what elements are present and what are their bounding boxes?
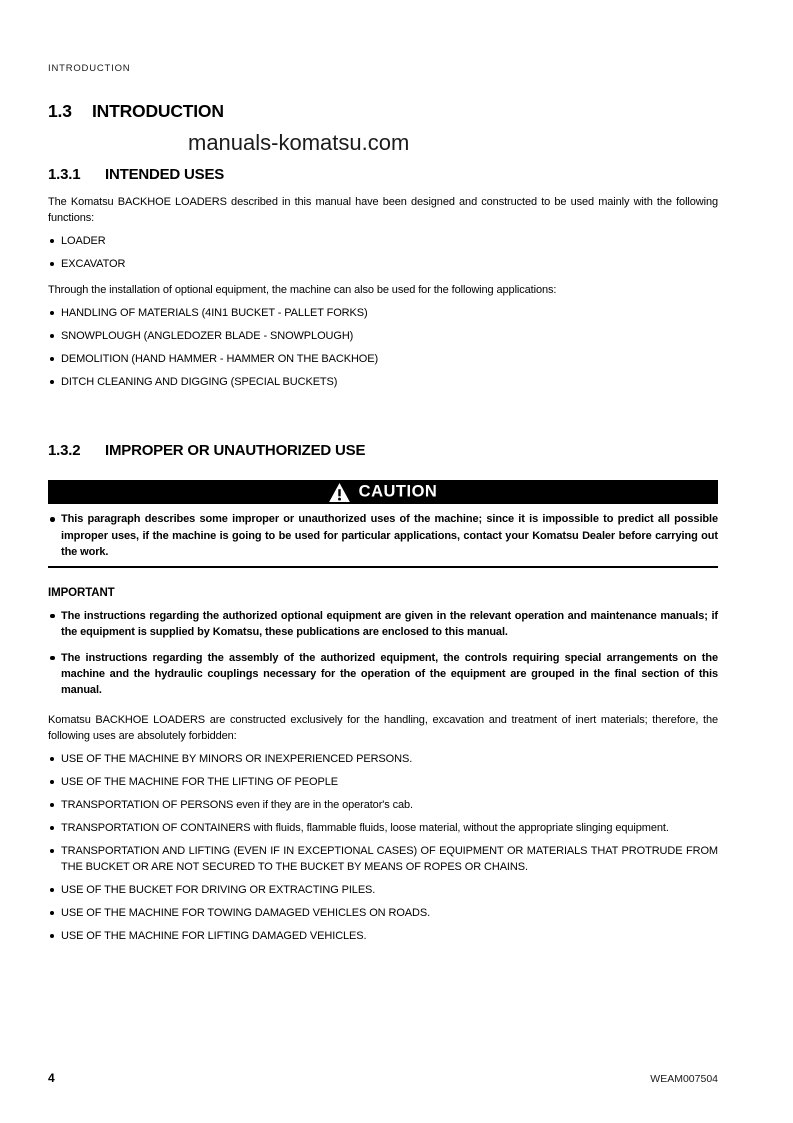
list-item bbox=[48, 305, 718, 321]
bullet-icon bbox=[50, 849, 54, 853]
bullet-icon bbox=[50, 826, 54, 830]
important-label: IMPORTANT bbox=[48, 586, 115, 599]
bullet-icon bbox=[50, 311, 54, 315]
bullet-icon bbox=[50, 780, 54, 784]
bullet-icon bbox=[50, 934, 54, 938]
list-item-text: HANDLING OF MATERIALS (4IN1 BUCKET - PALLET FORKS) bbox=[61, 307, 368, 319]
section-1-3-2-title: IMPROPER OR UNAUTHORIZED USE bbox=[105, 442, 366, 459]
caution-banner bbox=[48, 480, 718, 504]
section-1-3-1-number: 1.3.1 bbox=[48, 166, 81, 183]
list-item-text: USE OF THE MACHINE FOR TOWING DAMAGED VEHICLES ON ROADS. bbox=[61, 906, 431, 919]
section-1-3-number: 1.3 bbox=[48, 101, 72, 121]
bullet-icon bbox=[50, 656, 55, 661]
section-1-3-title: INTRODUCTION bbox=[92, 101, 224, 121]
list-item bbox=[48, 882, 718, 898]
functions-list bbox=[48, 233, 718, 272]
section-1-3-2-number: 1.3.2 bbox=[48, 442, 81, 459]
list-item bbox=[48, 328, 718, 344]
section-1-3-1-title: INTENDED USES bbox=[105, 166, 225, 183]
applications-list bbox=[48, 305, 718, 390]
list-item bbox=[48, 774, 718, 790]
bullet-icon bbox=[50, 334, 54, 338]
section-1-3-heading bbox=[48, 101, 718, 121]
list-item bbox=[48, 608, 718, 640]
list-item bbox=[48, 351, 718, 367]
optional-equipment-intro: Through the installation of optional equipment, the machine can also be used for the following applications: bbox=[48, 284, 557, 296]
list-item-text: USE OF THE MACHINE BY MINORS OR INEXPERIENCED PERSONS. bbox=[61, 752, 413, 765]
list-item-text: USE OF THE BUCKET FOR DRIVING OR EXTRACTING PILES. bbox=[61, 883, 376, 896]
list-item bbox=[48, 511, 718, 561]
bullet-icon bbox=[50, 517, 55, 522]
bullet-icon bbox=[50, 262, 54, 266]
list-item-text: The instructions regarding the authorized optional equipment are given in the relevant operation and maintenance manuals; if the equipment is supplied by Komatsu, these publications are enclosed to this manual. bbox=[61, 609, 718, 638]
list-item bbox=[48, 797, 718, 813]
important-list bbox=[48, 608, 718, 698]
bullet-icon bbox=[50, 757, 54, 761]
list-item bbox=[48, 233, 718, 249]
list-item-text: SNOWPLOUGH (ANGLEDOZER BLADE - SNOWPLOUGH) bbox=[61, 330, 354, 342]
list-item bbox=[48, 820, 718, 836]
forbidden-uses-intro: Komatsu BACKHOE LOADERS are constructed exclusively for the handling, excavation and treatment of inert materials; therefore, the following uses are absolutely forbidden: bbox=[48, 713, 718, 742]
caution-list bbox=[48, 511, 718, 561]
list-item-text: This paragraph describes some improper or unauthorized uses of the machine; since it is impossible to predict all possible improper uses, if the machine is going to be used for particular applications, contact your Komatsu Dealer before carrying out the work. bbox=[61, 513, 718, 558]
list-item-text: The instructions regarding the assembly of the authorized equipment, the controls requiring special arrangements on the machine and the hydraulic couplings necessary for the operation of the equipment are grouped in the final section of this manual. bbox=[61, 651, 718, 696]
list-item-text: TRANSPORTATION AND LIFTING (EVEN IF IN EXCEPTIONAL CASES) OF EQUIPMENT OR MATERIALS THAT PROTRUDE FROM THE BUCKET OR ARE NOT SECURED TO THE BUCKET BY MEANS OF ROPES OR CHAINS. bbox=[61, 844, 718, 873]
document-code: WEAM007504 bbox=[650, 1073, 718, 1085]
bullet-icon bbox=[50, 614, 55, 619]
bullet-icon bbox=[50, 888, 54, 892]
forbidden-uses-list bbox=[48, 751, 718, 944]
bullet-icon bbox=[50, 911, 54, 915]
horizontal-rule bbox=[48, 566, 718, 568]
list-item-text: DITCH CLEANING AND DIGGING (SPECIAL BUCKETS) bbox=[61, 376, 338, 388]
caution-label: CAUTION bbox=[358, 482, 438, 501]
list-item bbox=[48, 928, 718, 944]
list-item-text: TRANSPORTATION OF PERSONS even if they are in the operator's cab. bbox=[61, 798, 414, 811]
list-item-text: USE OF THE MACHINE FOR THE LIFTING OF PEOPLE bbox=[61, 775, 338, 788]
bullet-icon bbox=[50, 380, 54, 384]
list-item bbox=[48, 256, 718, 272]
list-item bbox=[48, 650, 718, 698]
list-item-text: TRANSPORTATION OF CONTAINERS with fluids, flammable fluids, loose material, without the appropriate slinging equipment. bbox=[61, 821, 669, 834]
intended-uses-intro: The Komatsu BACKHOE LOADERS described in this manual have been designed and constructed to be used mainly with the following functions: bbox=[48, 196, 718, 224]
list-item-text: EXCAVATOR bbox=[61, 258, 126, 270]
list-item bbox=[48, 751, 718, 767]
list-item-text: USE OF THE MACHINE FOR LIFTING DAMAGED VEHICLES. bbox=[61, 929, 367, 942]
list-item-text: DEMOLITION (HAND HAMMER - HAMMER ON THE BACKHOE) bbox=[61, 353, 379, 365]
bullet-icon bbox=[50, 357, 54, 361]
bullet-icon bbox=[50, 239, 54, 243]
page-number: 4 bbox=[48, 1071, 55, 1085]
page-content bbox=[48, 0, 718, 944]
list-item bbox=[48, 843, 718, 875]
list-item bbox=[48, 374, 718, 390]
list-item-text: LOADER bbox=[61, 235, 106, 247]
section-1-3-2-heading bbox=[48, 442, 718, 460]
list-item bbox=[48, 905, 718, 921]
warning-triangle-icon bbox=[329, 483, 350, 502]
watermark-text: manuals-komatsu.com bbox=[188, 130, 410, 155]
bullet-icon bbox=[50, 803, 54, 807]
section-1-3-1-heading bbox=[48, 166, 718, 184]
running-header: INTRODUCTION bbox=[48, 63, 131, 74]
